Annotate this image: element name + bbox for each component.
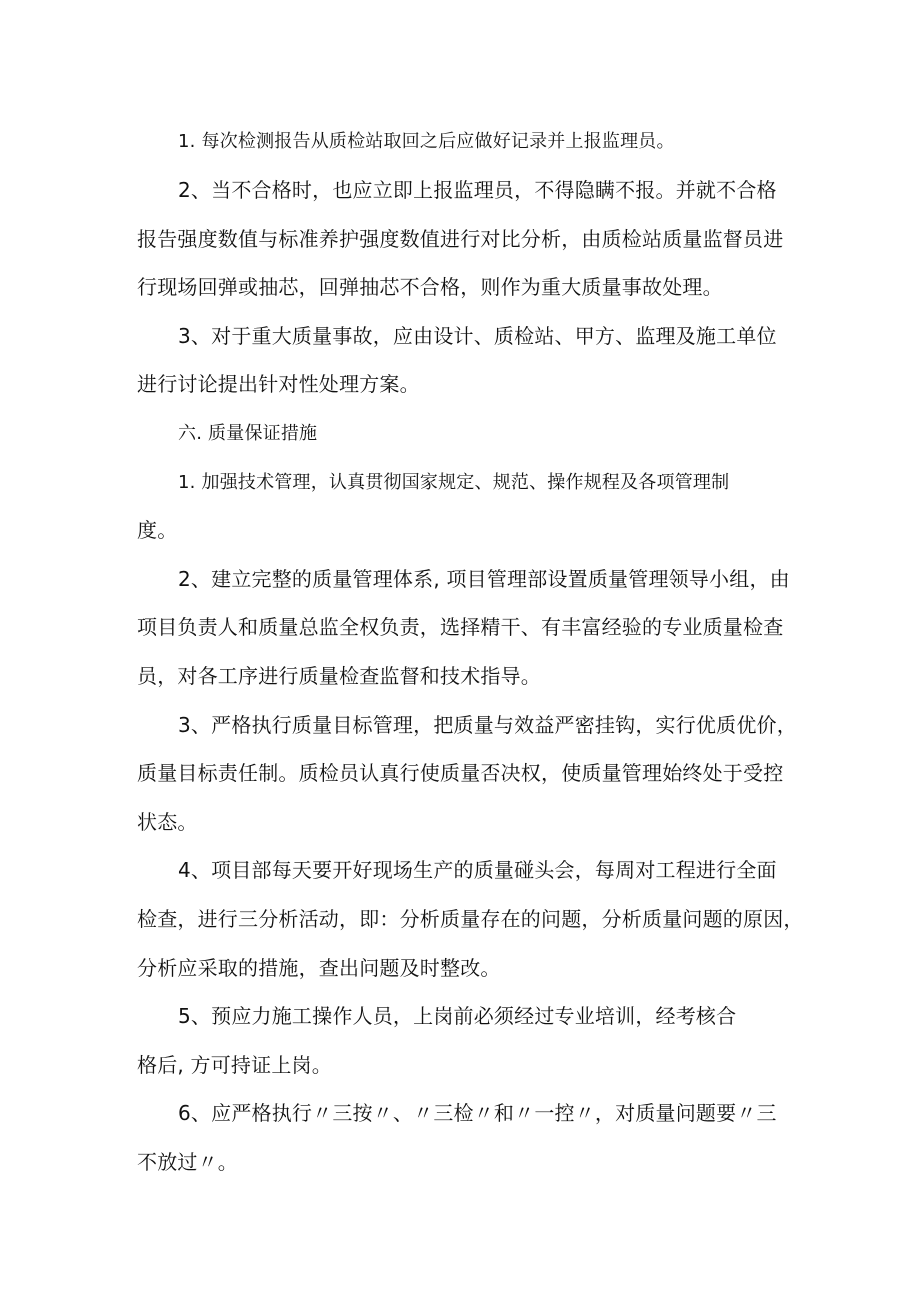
tech-management-line-2: 度。 [137,518,178,542]
nonconformity-line-2: 报告强度数值与标准养护强度数值进行对比分析，由质检站质量监督员进 [137,227,784,251]
major-accident-line-1: 3、对于重大质量事故，应由设计、质检站、甲方、监理及施工单位 [178,324,777,348]
daily-meeting-line-3: 分析应采取的措施，查出问题及时整改。 [137,956,501,980]
tech-management-line-1: 1. 加强技术管理，认真贯彻国家规定、规范、操作规程及各项管理制 [178,472,730,493]
major-accident-line-2: 进行讨论提出针对性处理方案。 [137,372,420,396]
report-record-line: 1. 每次检测报告从质检站取回之后应做好记录并上报监理员。 [178,131,675,152]
training-line-2: 格后, 方可持证上岗。 [137,1053,332,1077]
three-checks-line-2: 不放过〃。 [137,1150,238,1174]
three-checks-line-1: 6、应严格执行〃三按〃、〃三检〃和〃一控〃，对质量问题要〃三 [178,1101,777,1125]
quality-system-line-1: 2、建立完整的质量管理体系, 项目管理部设置质量管理领导小组，由 [178,567,790,591]
daily-meeting-line-2: 检查，进行三分析活动，即：分析质量存在的问题，分析质量问题的原因， [137,907,804,931]
target-management-line-3: 状态。 [137,810,198,834]
daily-meeting-line-1: 4、项目部每天要开好现场生产的质量碰头会，每周对工程进行全面 [178,858,777,882]
target-management-line-1: 3、严格执行质量目标管理，把质量与效益严密挂钩，实行优质优价， [178,713,797,737]
section-heading: 六. 质量保证措施 [178,423,318,444]
training-line-1: 5、预应力施工操作人员，上岗前必须经过专业培训，经考核合 [178,1004,737,1028]
target-management-line-2: 质量目标责任制。质检员认真行使质量否决权，使质量管理始终处于受控 [137,761,784,785]
nonconformity-line-1: 2、当不合格时，也应立即上报监理员，不得隐瞒不报。并就不合格 [178,178,777,202]
quality-system-line-3: 员，对各工序进行质量检查监督和技术指导。 [137,664,541,688]
nonconformity-line-3: 行现场回弹或抽芯，回弹抽芯不合格，则作为重大质量事故处理。 [137,275,723,299]
quality-system-line-2: 项目负责人和质量总监全权负责，选择精干、有丰富经验的专业质量检查 [137,615,784,639]
